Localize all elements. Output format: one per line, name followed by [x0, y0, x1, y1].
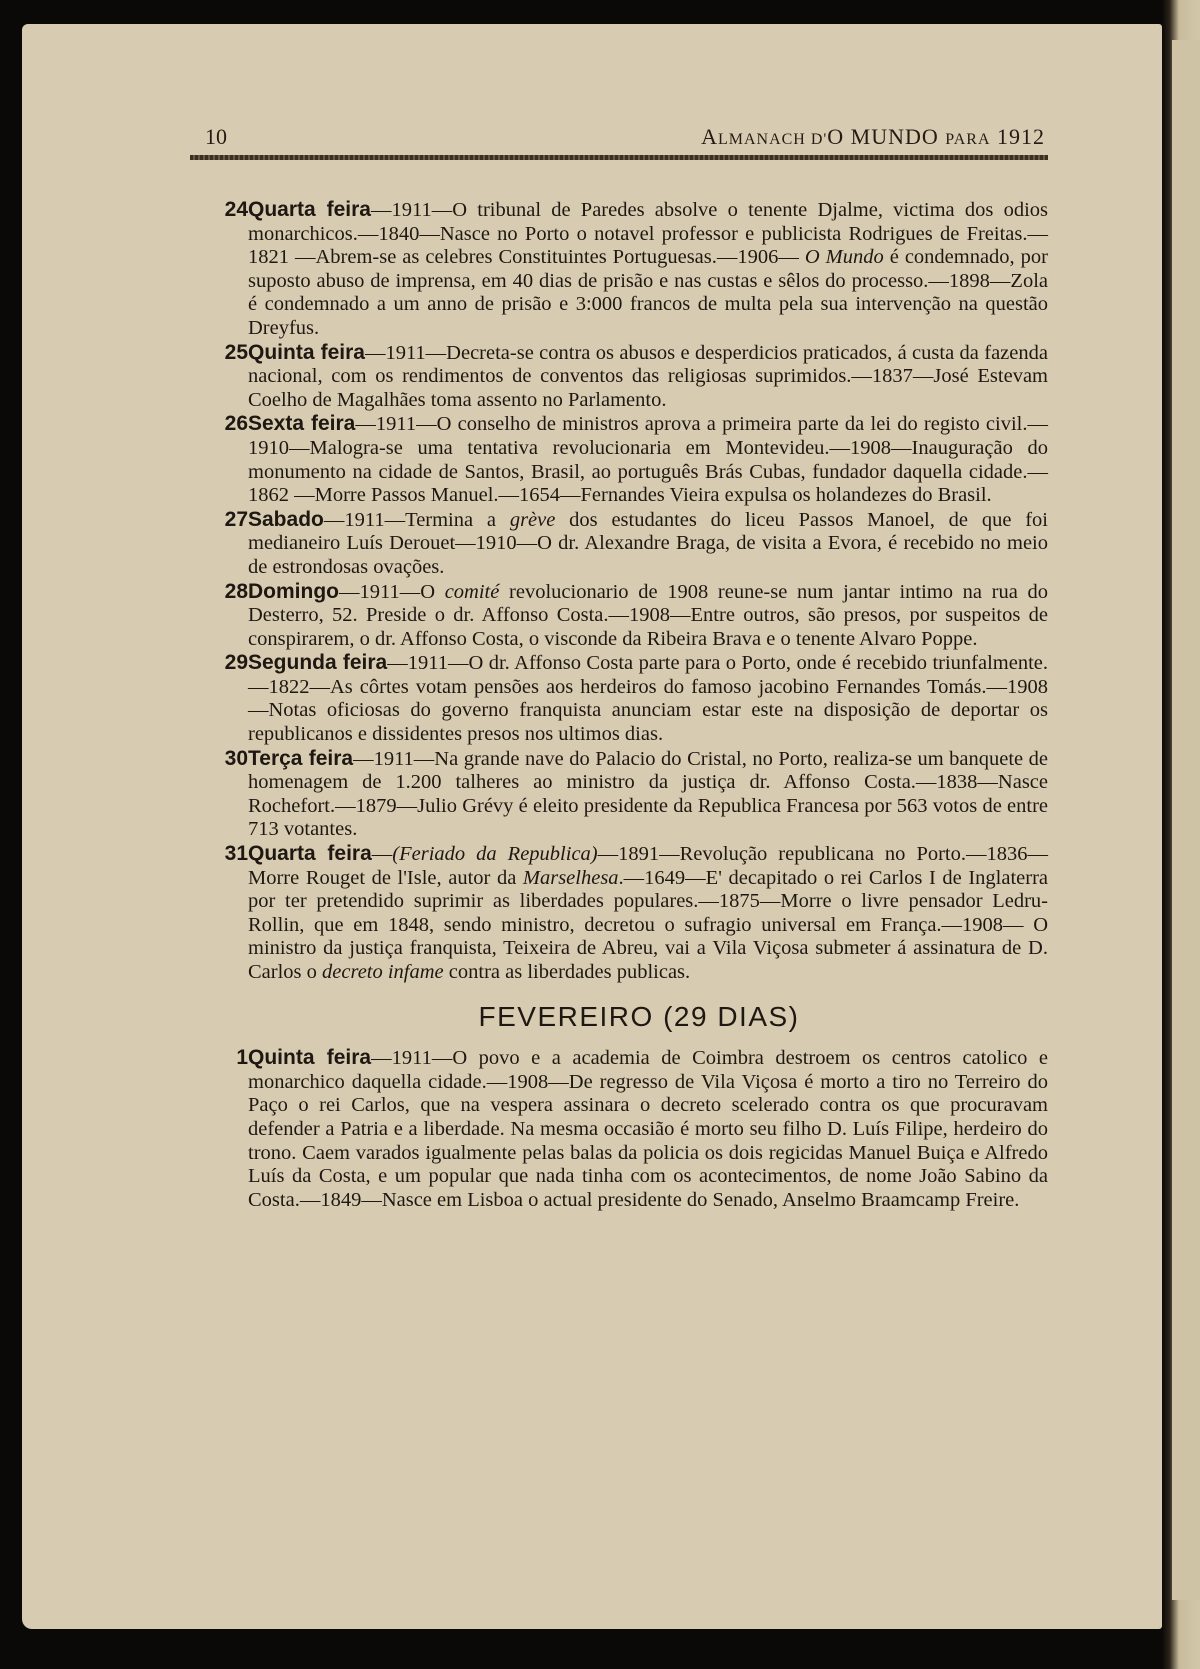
entry-30	[170, 747, 1048, 842]
entry-day: 26	[224, 412, 248, 436]
entry-day: 25	[224, 340, 248, 364]
running-head-d: PARA	[945, 131, 991, 148]
running-head-b: LMANACH D'	[717, 131, 828, 148]
page-body	[170, 198, 1048, 1212]
entry-text-3: .—1649—E' decapitado o rei Carlos I de Inglaterra por ter pretendido suprimir as liberdades populares.—1875—Morre o livre pensador Ledru-Rollin, que em 1848, sendo ministro, decretou o sufragio universal em França.—1908— O ministro da justiça franquista, Teixeira de Abreu, vai a Vila Viçosa submeter á assinatura de D. Carlos o	[248, 866, 1048, 983]
entry-weekday: Quinta feira	[248, 340, 365, 364]
entry-weekday: Sabado	[248, 507, 324, 531]
entry-text-2: é condemnado, por suposto abuso de imprensa, em 40 dias de prisão e nas custas e sêlos do processo.—1898—Zola é condemnado a um anno de prisão e 3:000 francos de multa pela sua intervenção na questão Dreyfus.	[248, 246, 1048, 339]
entry-weekday: Domingo	[248, 579, 339, 603]
entry-italic: (Feriado da Republica)	[392, 843, 598, 866]
entry-text: —1911—Decreta-se contra os abusos e desperdicios praticados, á custa da fazenda nacional, com os rendimentos de conventos das religiosas suprimidos.—1837—José Estevam Coelho de Magalhães toma assento no Parlamento.	[248, 341, 1048, 411]
entry-italic-2: Marselhesa	[522, 866, 619, 889]
entry-31	[170, 842, 1048, 985]
entry-27	[170, 508, 1048, 580]
entry-weekday: Quinta feira	[248, 1046, 372, 1070]
running-head	[701, 124, 1045, 150]
entry-italic: O Mundo	[804, 246, 884, 269]
entry-weekday: Sexta feira	[248, 412, 356, 436]
entry-day: 1	[236, 1046, 248, 1070]
entry-day: 30	[224, 746, 248, 770]
entry-weekday: Quarta feira	[248, 842, 372, 866]
month-heading: FEVEREIRO (29 DIAS)	[478, 1000, 800, 1032]
page-number: 10	[205, 124, 227, 149]
entry-text-2: dos estudantes do liceu Passos Manoel, de que foi medianeiro Luís Derouet—1910—O dr. Alexandre Braga, de visita a Evora, é recebido no meio de estrondosas ovações.	[248, 508, 1048, 578]
entry-29	[170, 651, 1048, 746]
entry-24	[170, 198, 1048, 341]
next-page-edge	[1172, 40, 1200, 1600]
entry-day: 27	[224, 507, 248, 531]
entry-text: —1911—O	[338, 580, 445, 603]
header-rule	[190, 155, 1048, 160]
entry-italic: comité	[444, 580, 500, 603]
entry-text-2: revolucionario de 1908 reune-se num jantar intimo na rua do Desterro, 52. Preside o dr. Affonso Costa.—1908—Entre outros, são presos, por suspeitos de conspirarem, o dr. Affonso Costa, o visconde da Ribeira Brava e o tenente Alvaro Poppe.	[248, 580, 1049, 650]
entry-25	[170, 341, 1048, 413]
entry-text: —1911—Termina a	[323, 508, 510, 531]
entry-text: —1911—O povo e a academia de Coimbra destroem os centros catolico e monarchico daquella cidade.—1908—De regresso de Vila Viçosa é morto a tiro no Terreiro do Paço o rei Carlos, que na vespera assinara o decreto scelerado contra os que procuravam defender a Patria e a liberdade. Na mesma occasião é morto seu filho D. Luís Filipe, herdeiro do trono. Caem varados igualmente pelas balas da policia os dois regicidas Manuel Buiça e Alfredo Luís da Costa, e um popular que nada tinha com os acontecimentos, de nome João Sabino da Costa.—1849—Nasce em Lisboa o actual presidente do Senado, Anselmo Braamcamp Freire.	[248, 1047, 1048, 1211]
entry-text: —1911—O tribunal de Paredes absolve o tenente Djalme, victima dos odios monarchicos.—1840—Nasce no Porto o notavel professor e publicista Rodrigues de Freitas.— 1821 —Abrem-se as celebres Constituintes Portuguesas.—1906—	[248, 199, 1048, 269]
entry-text: —1911—O dr. Affonso Costa parte para o Porto, onde é recebido triunfalmente.—1822—As côrtes votam pensões aos herdeiros do famoso jacobino Fernandes Tomás.—1908—Notas oficiosas do governo franquista anunciam estar este na disposição de deportar os republicanos e dissidentes presos nos ultimos dias.	[248, 652, 1048, 746]
running-head-a: A	[701, 124, 718, 149]
entry-italic: grève	[509, 508, 556, 531]
entry-28	[170, 580, 1048, 652]
page-header	[205, 124, 1045, 154]
entry-text: —1911—Na grande nave do Palacio do Cristal, no Porto, realiza-se um banquete de homenagem de 1.200 talheres ao ministro da justiça dr. Affonso Costa.—1838—Nasce Rochefort.—1879—Julio Grévy é eleito presidente da Republica Francesa por 563 votos de entre 713 votantes.	[248, 747, 1049, 841]
entry-26	[170, 412, 1048, 507]
entry-text: —	[371, 843, 393, 866]
entry-feb-1	[170, 1046, 1048, 1212]
entry-day: 24	[224, 198, 248, 221]
running-head-e: 1912	[990, 124, 1045, 149]
entry-weekday: Terça feira	[248, 746, 354, 770]
entry-italic-3: decreto infame	[322, 961, 444, 983]
entry-text: —1911—O conselho de ministros aprova a primeira parte da lei do registo civil.—1910—Malogra-se uma tentativa revolucionaria em Montevideu.—1908—Inauguração do monumento na cidade de Santos, Brasil, ao português Brás Cubas, fundador daquella cidade.—1862 —Morre Passos Manuel.—1654—Fernandes Vieira expulsa os holandezes do Brasil.	[248, 413, 1048, 507]
running-head-c: O MUNDO	[827, 124, 946, 149]
entry-text-4: contra as liberdades publicas.	[443, 961, 691, 983]
entry-day: 29	[224, 651, 248, 675]
entry-text-2: —1891—Revolução republicana no Porto.—1836—Morre Rouget de l'Isle, autor da	[248, 843, 1048, 889]
entry-day: 28	[224, 579, 248, 603]
entry-weekday: Quarta feira	[248, 198, 371, 221]
entry-weekday: Segunda feira	[248, 651, 388, 675]
entry-day: 31	[224, 842, 248, 866]
